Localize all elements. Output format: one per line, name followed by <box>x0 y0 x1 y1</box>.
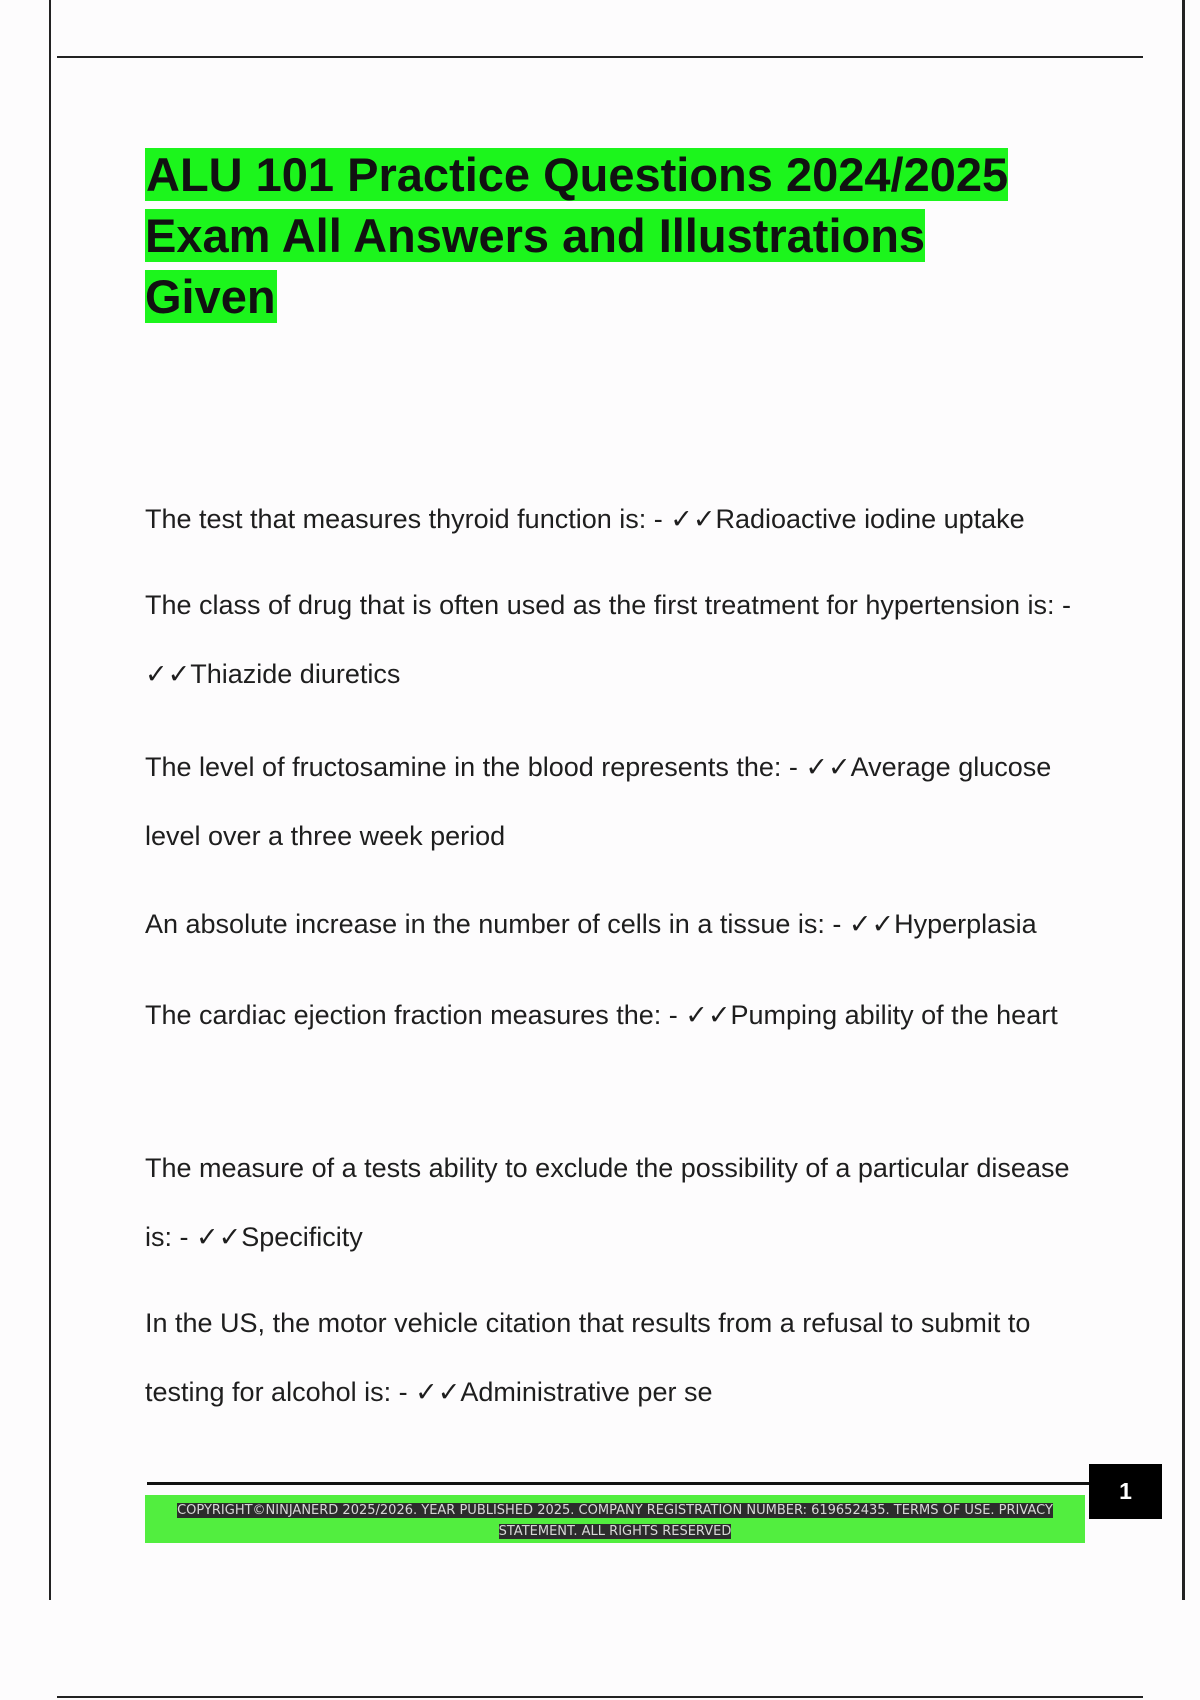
check-icon: ✓✓ <box>415 1377 461 1408</box>
qa-item <box>145 890 1105 959</box>
check-icon: ✓✓ <box>685 1000 731 1031</box>
qa-item <box>145 981 1075 1050</box>
qa-item <box>145 733 1085 871</box>
check-icon: ✓✓ <box>145 659 191 690</box>
question-text: An absolute increase in the number of cells in a tissue is: - <box>145 909 849 939</box>
answer-text: Administrative per se <box>460 1377 713 1407</box>
answer-text: Hyperplasia <box>894 909 1037 939</box>
next-page-rule <box>57 1696 1143 1698</box>
page-left-border <box>49 0 51 1600</box>
check-icon: ✓✓ <box>196 1222 242 1253</box>
question-text: The cardiac ejection fraction measures the: - <box>145 1000 686 1030</box>
header-rule <box>57 56 1143 58</box>
qa-item <box>145 485 1105 554</box>
answer-text: Radioactive iodine uptake <box>715 504 1025 534</box>
footer-copyright-text: COPYRIGHT©NINJANERD 2025/2026. YEAR PUBLISHED 2025. COMPANY REGISTRATION NUMBER: 619652435. TERMS OF USE. PRIVACY STATEMENT. ALL RIGHTS RESERVED <box>177 1503 1053 1539</box>
question-text: The measure of a tests ability to exclude the possibility of a particular disease is: - <box>145 1153 1070 1252</box>
qa-item <box>145 1289 1105 1427</box>
page-right-border <box>1182 0 1185 1600</box>
check-icon: ✓✓ <box>805 752 851 783</box>
qa-item <box>145 571 1105 709</box>
check-icon: ✓✓ <box>848 909 895 940</box>
document-title <box>145 144 1045 327</box>
check-icon: ✓✓ <box>670 504 716 535</box>
answer-text: Pumping ability of the heart <box>730 1000 1058 1030</box>
answer-text: Specificity <box>241 1222 363 1252</box>
title-highlight: ALU 101 Practice Questions 2024/2025 Exam All Answers and Illustrations Given <box>145 148 1009 323</box>
qa-item <box>145 1134 1085 1272</box>
answer-text: Thiazide diuretics <box>190 659 401 689</box>
question-text: In the US, the motor vehicle citation that results from a refusal to submit to testing for alcohol is: - <box>145 1308 1031 1407</box>
question-text: The test that measures thyroid function is: - <box>145 504 671 534</box>
question-text: The class of drug that is often used as the first treatment for hypertension is: - <box>145 590 1071 620</box>
footer-copyright <box>170 1500 1060 1542</box>
page-number: 1 <box>1089 1464 1162 1519</box>
answer-text: Average glucose level over a three week period <box>145 752 1052 851</box>
footer-rule <box>147 1482 1090 1485</box>
question-text: The level of fructosamine in the blood represents the: - <box>145 752 806 782</box>
